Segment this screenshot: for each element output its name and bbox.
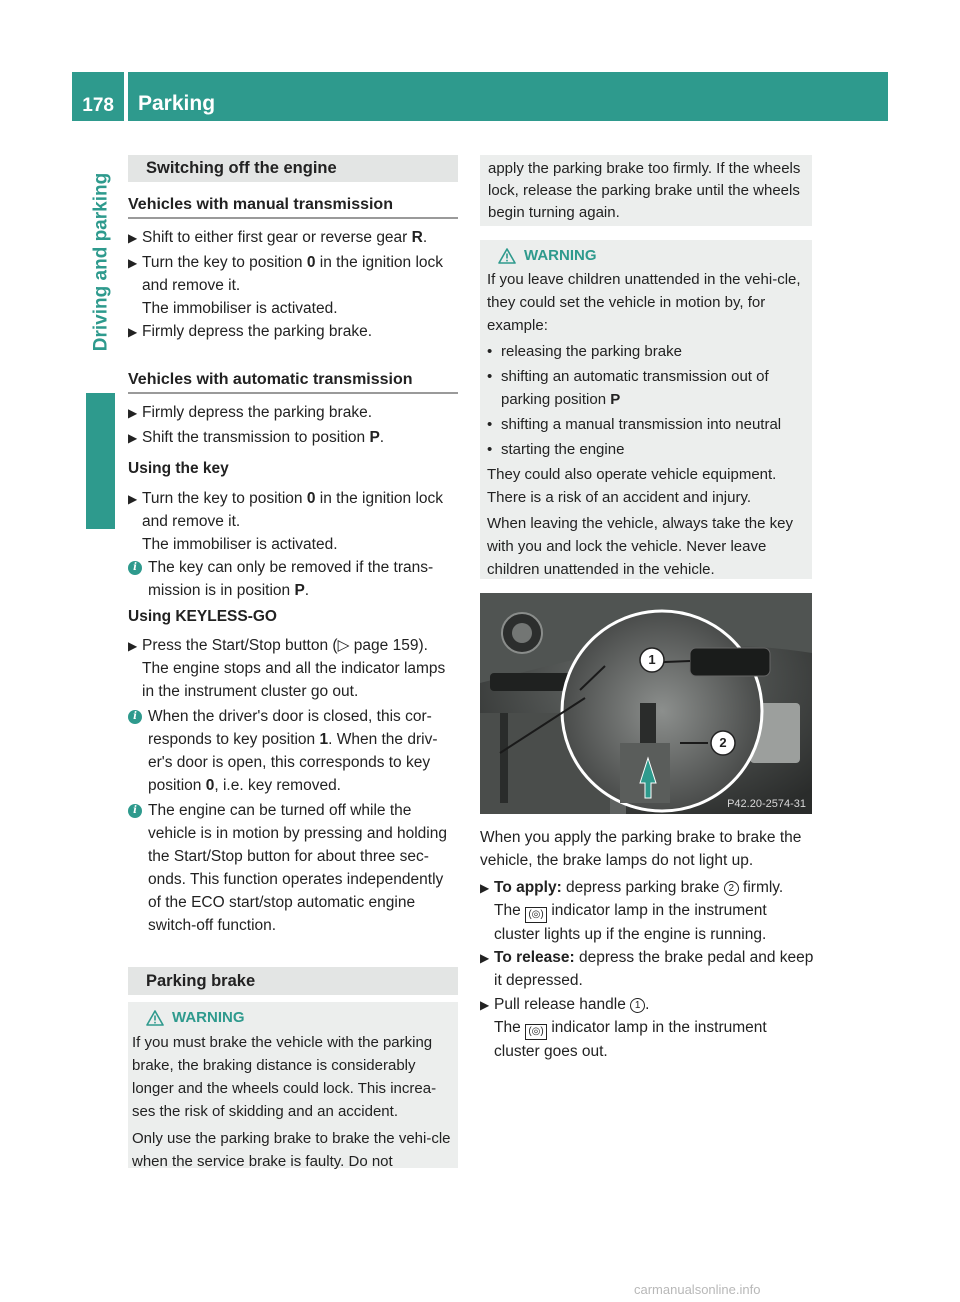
section-title: Switching off the engine <box>146 159 337 177</box>
warning-paragraph: If you leave children unattended in the vehi-cle, they could set the vehicle in motion by, for example: <box>487 271 801 334</box>
warning-paragraph: They could also operate vehicle equipment. There is a risk of an accident and injury. <box>487 466 777 506</box>
heading-manual: Vehicles with manual transmission <box>128 196 393 213</box>
sidebar-chapter <box>86 147 116 377</box>
callout-2: 2 <box>719 735 727 750</box>
heading-keyless-go: Using KEYLESS-GO <box>128 608 277 625</box>
heading-using-key: Using the key <box>128 460 229 477</box>
sidebar-marker <box>86 393 115 529</box>
parking-brake-photo <box>480 593 812 814</box>
step-arrow-icon: ▶ <box>480 881 490 895</box>
section-title: Parking brake <box>146 971 256 990</box>
continued-warning-text: apply the parking brake too firmly. If the wheels lock, release the parking brake until the wheels begin turning again. <box>488 160 801 221</box>
step-auto-1: ▶ Firmly depress the parking brake. <box>128 401 458 425</box>
info-drivers-door: i When the driver's door is closed, this cor-responds to key position 1. When the driv-er's door is open, this corresponds to key position 0, i.e. key removed. <box>128 705 460 797</box>
step-manual-3: ▶ Firmly depress the parking brake. <box>128 320 458 344</box>
step-apply: ▶ To apply: depress parking brake 2 firmly. The (◎) indicator lamp in the instrument cluster lights up if the engine is running. <box>480 876 814 946</box>
step-arrow-icon: ▶ <box>128 492 138 506</box>
callout-1: 1 <box>648 652 656 667</box>
warning-1-text <box>132 1031 456 1173</box>
step-arrow-icon: ▶ <box>128 406 138 420</box>
warning-triangle-icon <box>498 248 516 264</box>
step-arrow-icon: ▶ <box>480 951 490 965</box>
header-separator <box>124 72 128 121</box>
warning-bullet: • shifting an automatic transmission out of parking position P <box>487 368 769 408</box>
parking-brake-lamp-icon: (◎) <box>525 1024 547 1040</box>
warning-2-text <box>487 268 809 581</box>
step-arrow-icon: ▶ <box>128 325 138 339</box>
info-icon: i <box>128 710 142 724</box>
warning-header <box>146 1006 245 1029</box>
step-release: ▶ To release: depress the brake pedal and keep it depressed. <box>480 946 814 992</box>
step-arrow-icon: ▶ <box>128 231 138 245</box>
step-manual-2: ▶ Turn the key to position 0 in the ignition lock and remove it. The immobiliser is activated. <box>128 251 458 320</box>
step-arrow-icon: ▶ <box>128 639 138 653</box>
photo-illustration <box>480 593 812 814</box>
info-icon: i <box>128 804 142 818</box>
photo-code: P42.20-2574-31 <box>727 798 806 810</box>
warning-bullet: • starting the engine <box>487 441 625 458</box>
heading-automatic: Vehicles with automatic transmission <box>128 371 413 388</box>
heading-rule <box>128 392 458 394</box>
info-engine-motion: i The engine can be turned off while the vehicle is in motion by pressing and holding the Start/Stop button for about three sec-onds. This function operates independently of the ECO start/stop automatic engine switch-off function. <box>128 799 460 937</box>
section-switching-off <box>128 155 458 182</box>
sidebar-chapter-label: Driving and parking <box>90 172 112 352</box>
callout-2-ref: 2 <box>724 881 739 896</box>
heading-rule <box>128 217 458 219</box>
warning-bullet: • releasing the parking brake <box>487 343 682 360</box>
step-arrow-icon: ▶ <box>128 256 138 270</box>
callout-1-ref: 1 <box>630 998 645 1013</box>
step-arrow-icon: ▶ <box>480 998 490 1012</box>
warning-bullet: • shifting a manual transmission into neutral <box>487 416 782 433</box>
warning-label: WARNING <box>524 247 597 264</box>
warning-triangle-icon <box>146 1010 164 1026</box>
watermark: carmanualsonline.info <box>634 1282 761 1297</box>
step-arrow-icon: ▶ <box>128 431 138 445</box>
brake-lamps-note: When you apply the parking brake to brake the vehicle, the brake lamps do not light up. <box>480 829 802 869</box>
section-parking-brake <box>128 967 458 995</box>
info-key-removal: i The key can only be removed if the trans-mission is in position P. <box>128 556 460 602</box>
result-text: The engine stops and all the indicator lamps in the instrument cluster go out. <box>142 660 446 700</box>
warning-paragraph: Only use the parking brake to brake the vehi-cle when the service brake is faulty. Do not <box>132 1130 451 1170</box>
step-manual-1: ▶ Shift to either first gear or reverse gear R. <box>128 226 458 250</box>
warning-label: WARNING <box>172 1009 245 1026</box>
warning-paragraph: If you must brake the vehicle with the parking brake, the braking distance is considerably longer and the wheels could lock. This increa-ses the risk of skidding and an accident. <box>132 1034 437 1120</box>
result-text: The immobiliser is activated. <box>142 300 338 317</box>
warning-paragraph: When leaving the vehicle, always take the key with you and lock the vehicle. Never leave children unattended in the vehicle. <box>487 515 793 578</box>
result-text: The immobiliser is activated. <box>142 536 338 553</box>
step-auto-2: ▶ Shift the transmission to position P. <box>128 426 458 450</box>
step-keyless: ▶ Press the Start/Stop button (▷ page 159). The engine stops and all the indicator lamps in the instrument cluster go out. <box>128 634 460 703</box>
step-pull-handle: ▶ Pull release handle 1 . The (◎) indicator lamp in the instrument cluster goes out. <box>480 993 814 1063</box>
step-key: ▶ Turn the key to position 0 in the ignition lock and remove it. The immobiliser is activated. <box>128 487 458 556</box>
page-title: Parking <box>138 92 216 115</box>
warning-header <box>498 244 597 267</box>
parking-brake-lamp-icon: (◎) <box>525 907 547 923</box>
info-icon: i <box>128 561 142 575</box>
page-number: 178 <box>82 95 114 116</box>
